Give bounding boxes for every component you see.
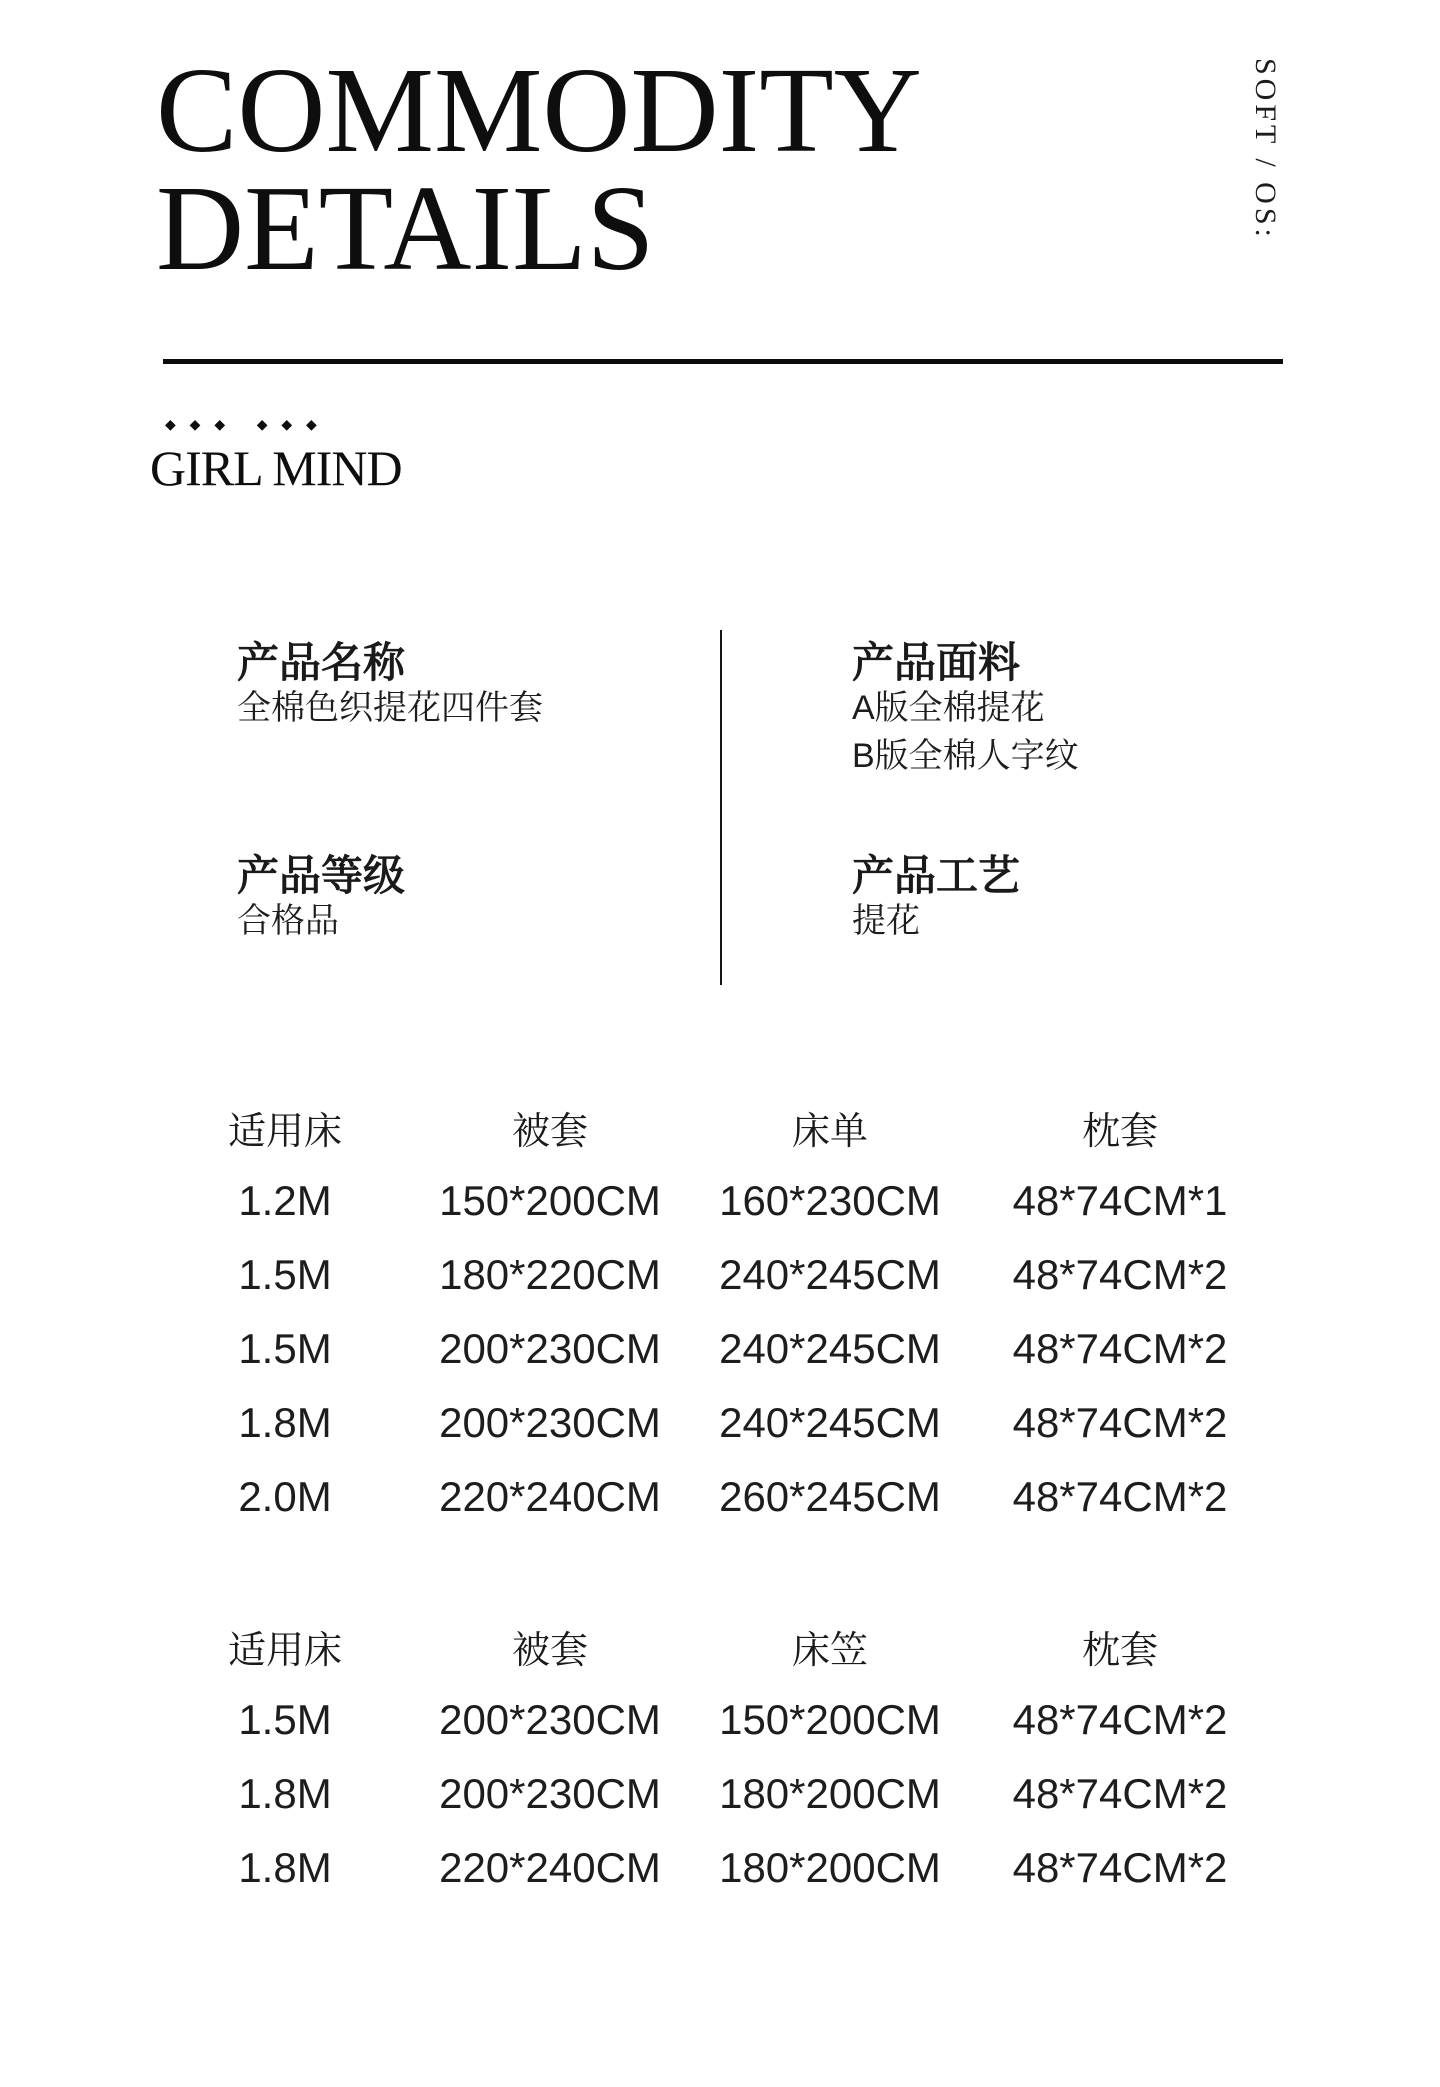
horizontal-rule	[163, 359, 1283, 364]
table-cell: 1.2M	[238, 1177, 332, 1224]
sizes-table-fitted	[160, 1609, 1270, 1905]
table-row	[160, 1386, 1270, 1460]
table-row	[160, 1683, 1270, 1757]
page-title-line-1: COMMODITY	[156, 43, 922, 178]
spec-value: 合格品	[237, 902, 339, 940]
table-header-cell: 被套	[511, 1110, 588, 1153]
table-cell: 1.5M	[238, 1325, 332, 1372]
table-cell: 260*245CM	[719, 1473, 941, 1520]
spec-label: 产品面料	[852, 639, 1021, 686]
page-title	[156, 43, 922, 296]
table-row	[160, 1164, 1270, 1238]
page-title-line-2: DETAILS	[156, 161, 655, 296]
diamond-dots-ornament: ◆ ◆ ◆ ◆ ◆ ◆	[165, 416, 322, 432]
table-cell: 48*74CM*2	[1012, 1473, 1228, 1520]
table-cell: 1.5M	[238, 1696, 332, 1743]
table-cell: 240*245CM	[719, 1399, 941, 1446]
table-cell: 240*245CM	[719, 1251, 941, 1298]
table-cell: 48*74CM*1	[1012, 1177, 1228, 1224]
table-row	[160, 1312, 1270, 1386]
table-cell: 1.8M	[238, 1770, 332, 1817]
spec-product-grade	[237, 852, 707, 945]
table-cell: 200*230CM	[439, 1325, 661, 1372]
spec-product-fabric	[852, 639, 1322, 780]
table-cell: 200*230CM	[439, 1399, 661, 1446]
table-cell: 48*74CM*2	[1012, 1325, 1228, 1372]
table-row	[160, 1831, 1270, 1905]
table-cell: 160*230CM	[719, 1177, 941, 1224]
table-cell: 180*200CM	[719, 1844, 941, 1891]
table-cell: 180*200CM	[719, 1770, 941, 1817]
spec-product-name	[237, 639, 707, 732]
table-cell: 48*74CM*2	[1012, 1770, 1228, 1817]
table-cell: 180*220CM	[439, 1251, 661, 1298]
spec-label: 产品等级	[237, 852, 406, 899]
table-cell: 200*230CM	[439, 1770, 661, 1817]
table-cell: 150*200CM	[439, 1177, 661, 1224]
table-header-row	[160, 1090, 1270, 1164]
table-cell: 150*200CM	[719, 1696, 941, 1743]
table-row	[160, 1238, 1270, 1312]
spec-label: 产品名称	[237, 639, 406, 686]
sizes-table-sheet	[160, 1090, 1270, 1534]
table-cell: 220*240CM	[439, 1473, 661, 1520]
table-cell: 48*74CM*2	[1012, 1251, 1228, 1298]
table-cell: 200*230CM	[439, 1696, 661, 1743]
vertical-divider	[720, 630, 722, 985]
table-row	[160, 1757, 1270, 1831]
table-cell: 48*74CM*2	[1012, 1696, 1228, 1743]
spec-product-craft	[852, 852, 1322, 945]
spec-label: 产品工艺	[852, 852, 1021, 899]
table-cell: 1.8M	[238, 1399, 332, 1446]
table-header-cell: 被套	[511, 1629, 588, 1672]
table-header-cell: 床单	[791, 1110, 868, 1153]
side-vertical-text: SOFT / OS:	[1249, 58, 1282, 241]
spec-value: A版全棉提花	[852, 689, 1045, 727]
spec-value: 全棉色织提花四件套	[237, 689, 543, 727]
table-cell: 2.0M	[238, 1473, 332, 1520]
table-cell: 1.5M	[238, 1251, 332, 1298]
table-cell: 1.8M	[238, 1844, 332, 1891]
table-header-cell: 适用床	[227, 1110, 342, 1153]
table-header-cell: 枕套	[1081, 1110, 1158, 1153]
table-cell: 240*245CM	[719, 1325, 941, 1372]
table-header-cell: 适用床	[227, 1629, 342, 1672]
table-cell: 48*74CM*2	[1012, 1844, 1228, 1891]
table-header-row	[160, 1609, 1270, 1683]
spec-value: 提花	[852, 902, 920, 940]
table-header-cell: 床笠	[791, 1629, 868, 1672]
table-cell: 48*74CM*2	[1012, 1399, 1228, 1446]
brand-text: GIRL MIND	[150, 440, 402, 496]
spec-value: B版全棉人字纹	[852, 737, 1079, 775]
table-header-cell: 枕套	[1081, 1629, 1158, 1672]
table-row	[160, 1460, 1270, 1534]
table-cell: 220*240CM	[439, 1844, 661, 1891]
